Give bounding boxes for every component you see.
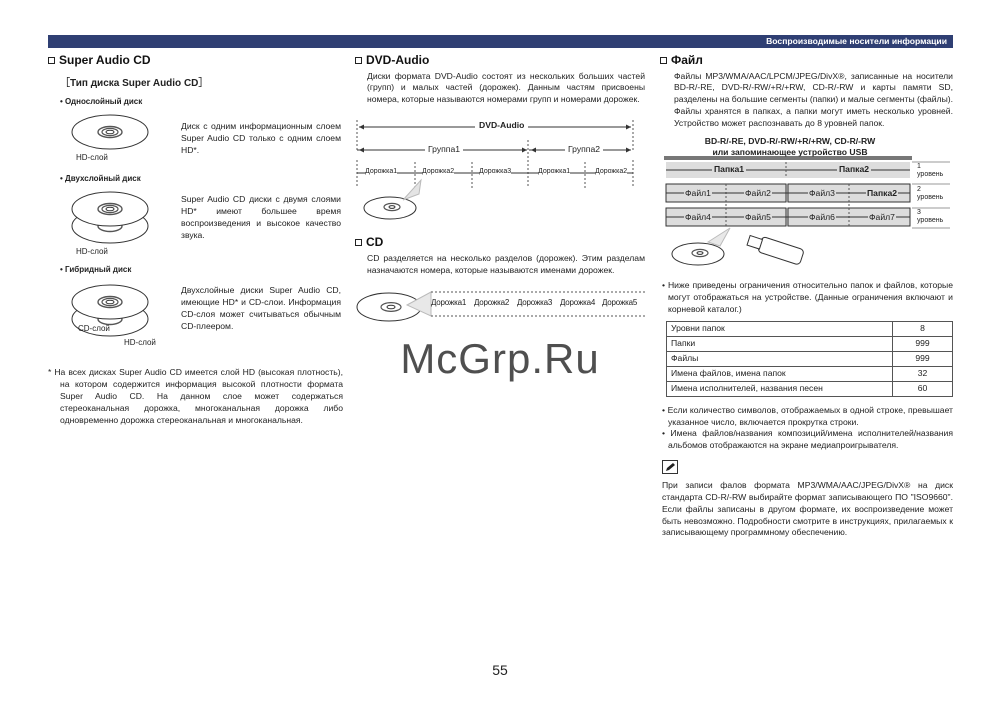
dvd-track-1: Дорожка1 xyxy=(365,168,398,176)
table-cell-value: 60 xyxy=(893,381,953,396)
dvd-text: Диски формата DVD-Audio состоят из нескольких больших частей (групп) и малых частей (дорожек). Данным частям присвоены номера, которые называются номерами групп и номерами дорожек. xyxy=(367,70,645,105)
file-1: Файл1 xyxy=(685,187,711,198)
file-diagram xyxy=(660,136,953,276)
cd-track-4: Дорожка4 xyxy=(560,298,596,308)
dvd-diagram xyxy=(355,110,645,220)
level-3-label: 3 уровень xyxy=(917,208,944,225)
sacd-heading: Super Audio CD xyxy=(48,52,343,69)
tip-text: При записи фалов формата MP3/WMA/AAC/JPEG/DivX® на диск стандарта CD-R/-RW выбирайте формат записывающего ПО "ISO9660". Если файлы записаны в другом формате, их воспроизведение может быть невозможно. Подробности смотрите в инструкциях, прилагаемых к записывающему программному обеспечению. xyxy=(662,480,953,538)
limits-intro: • Ниже приведены ограничения относительно папок и файлов, которые могут отображаться на устройстве. (Данные ограничения включают и корневой каталог.) xyxy=(662,279,953,314)
level-1-label: 1 уровень xyxy=(917,162,944,179)
dvd-group-2: Группа2 xyxy=(565,144,603,156)
single-disc-icon xyxy=(70,111,150,153)
hybrid-hd-layer-label: HD-слой xyxy=(124,338,156,348)
file-text: Файлы MP3/WMA/AAC/LPCM/JPEG/DivX®, записанные на носители BD-R/-RE, DVD-R/-RW/+R/+RW, CD-R/-RW и карты памяти SD, разделены на большие сегменты (папки) и малые сегменты (файлы). Файлы хранятся в папках, а папки могут иметь несколько уровней. Устройство может распознавать до 8 уровней папок. xyxy=(674,70,953,128)
column-dvd-cd xyxy=(355,52,645,332)
cd-track-5: Дорожка5 xyxy=(602,298,638,308)
column-file xyxy=(660,52,953,539)
note-scroll: • Если количество символов, отображаемых в одной строке, превышает указанное число, включается прокрутка строки. xyxy=(662,404,953,427)
dual-layer-row xyxy=(48,188,343,262)
section-header-title: Воспроизводимые носители информации xyxy=(766,36,947,46)
pencil-icon xyxy=(662,460,678,474)
dvd-track-3: Дорожка3 xyxy=(479,168,512,176)
checkbox-square-icon xyxy=(355,239,362,246)
dual-layer-label: • Двухслойный диск xyxy=(60,174,141,184)
cd-track-2: Дорожка2 xyxy=(474,298,510,308)
level-2-label: 2 уровень xyxy=(917,185,944,202)
file-5: Файл5 xyxy=(745,211,771,222)
file-diagram-title xyxy=(660,136,920,157)
checkbox-square-icon xyxy=(355,57,362,64)
file-heading: Файл xyxy=(660,52,953,69)
folder-2: Папка2 xyxy=(839,163,870,174)
hybrid-cd-layer-label: CD-слой xyxy=(78,324,110,334)
hybrid-desc: Двухслойные диски Super Audio CD, имеющие HD* и CD-слои. Информация CD-слоя может считываться обычным CD-плеером. xyxy=(181,285,341,332)
dual-disc-icon xyxy=(70,188,152,248)
note-display: • Имена файлов/названия композиций/имена исполнителей/названия альбомов отображаются на экране медиапроигрывателя. xyxy=(662,428,953,451)
dual-hd-layer-label: HD-слой xyxy=(76,247,108,257)
single-layer-row xyxy=(48,111,343,173)
dvd-diagram-title: DVD-Audio xyxy=(475,120,528,132)
table-cell-value: 8 xyxy=(893,322,953,337)
section-header-bar xyxy=(48,35,953,48)
subfolder-2: Папка2 xyxy=(867,187,898,198)
file-diagram-title-line2: или запоминающее устройство USB xyxy=(712,146,868,157)
dvd-track-5: Дорожка2 xyxy=(595,168,628,176)
cd-track-3: Дорожка3 xyxy=(517,298,553,308)
file-diagram-title-line1: BD-R/-RE, DVD-R/-RW/+R/+RW, CD-R/-RW xyxy=(704,135,876,146)
table-cell-label: Уровни папок xyxy=(667,322,893,337)
checkbox-square-icon xyxy=(48,57,55,64)
page-number: 55 xyxy=(492,662,508,678)
dvd-heading: DVD-Audio xyxy=(355,52,645,69)
folder-1: Папка1 xyxy=(714,163,745,174)
file-4: Файл4 xyxy=(685,211,711,222)
sacd-footnote: * На всех дисках Super Audio CD имеется слой HD (высокая плотность), на котором содержится информация высокой плотности формата Super Audio CD. На данном слое может содержаться стереоканальная дорожка, многоканальная дорожка либо одновременно дорожка стереоканальная и многоканальная. xyxy=(48,367,343,425)
cd-text: CD разделяется на несколько разделов (дорожек). Этим разделам назначаются номера, которые называются именами дорожек. xyxy=(367,252,645,275)
dvd-track-2: Дорожка2 xyxy=(422,168,455,176)
single-layer-desc: Диск с одним информационным слоем Super Audio CD только с одним слоем HD*. xyxy=(181,121,341,156)
table-cell-label: Файлы xyxy=(667,352,893,367)
checkbox-square-icon xyxy=(660,57,667,64)
cd-heading: CD xyxy=(355,234,645,251)
file-2: Файл2 xyxy=(745,187,771,198)
cd-diagram xyxy=(355,282,645,332)
dvd-track-4: Дорожка1 xyxy=(538,168,571,176)
dual-layer-desc: Super Audio CD диски с двумя слоями HD* имеют большее время воспроизведения и высокое качество звука. xyxy=(181,194,341,240)
table-cell-value: 999 xyxy=(893,337,953,352)
sacd-subtitle: ［Тип диска Super Audio CD］ xyxy=(60,77,209,89)
hybrid-label: • Гибридный диск xyxy=(60,265,132,275)
file-3: Файл3 xyxy=(809,187,835,198)
table-cell-label: Имена файлов, имена папок xyxy=(667,367,893,382)
table-cell-value: 32 xyxy=(893,367,953,382)
table-cell-value: 999 xyxy=(893,352,953,367)
table-cell-label: Папки xyxy=(667,337,893,352)
single-hd-layer-label: HD-слой xyxy=(76,153,108,163)
cd-track-1: Дорожка1 xyxy=(431,298,467,308)
dvd-group-1: Группа1 xyxy=(425,144,463,156)
watermark: McGrp.Ru xyxy=(400,335,600,382)
file-7: Файл7 xyxy=(869,211,895,222)
file-6: Файл6 xyxy=(809,211,835,222)
table-cell-label: Имена исполнителей, названия песен xyxy=(667,381,893,396)
single-layer-label: • Однослойный диск xyxy=(60,97,143,107)
